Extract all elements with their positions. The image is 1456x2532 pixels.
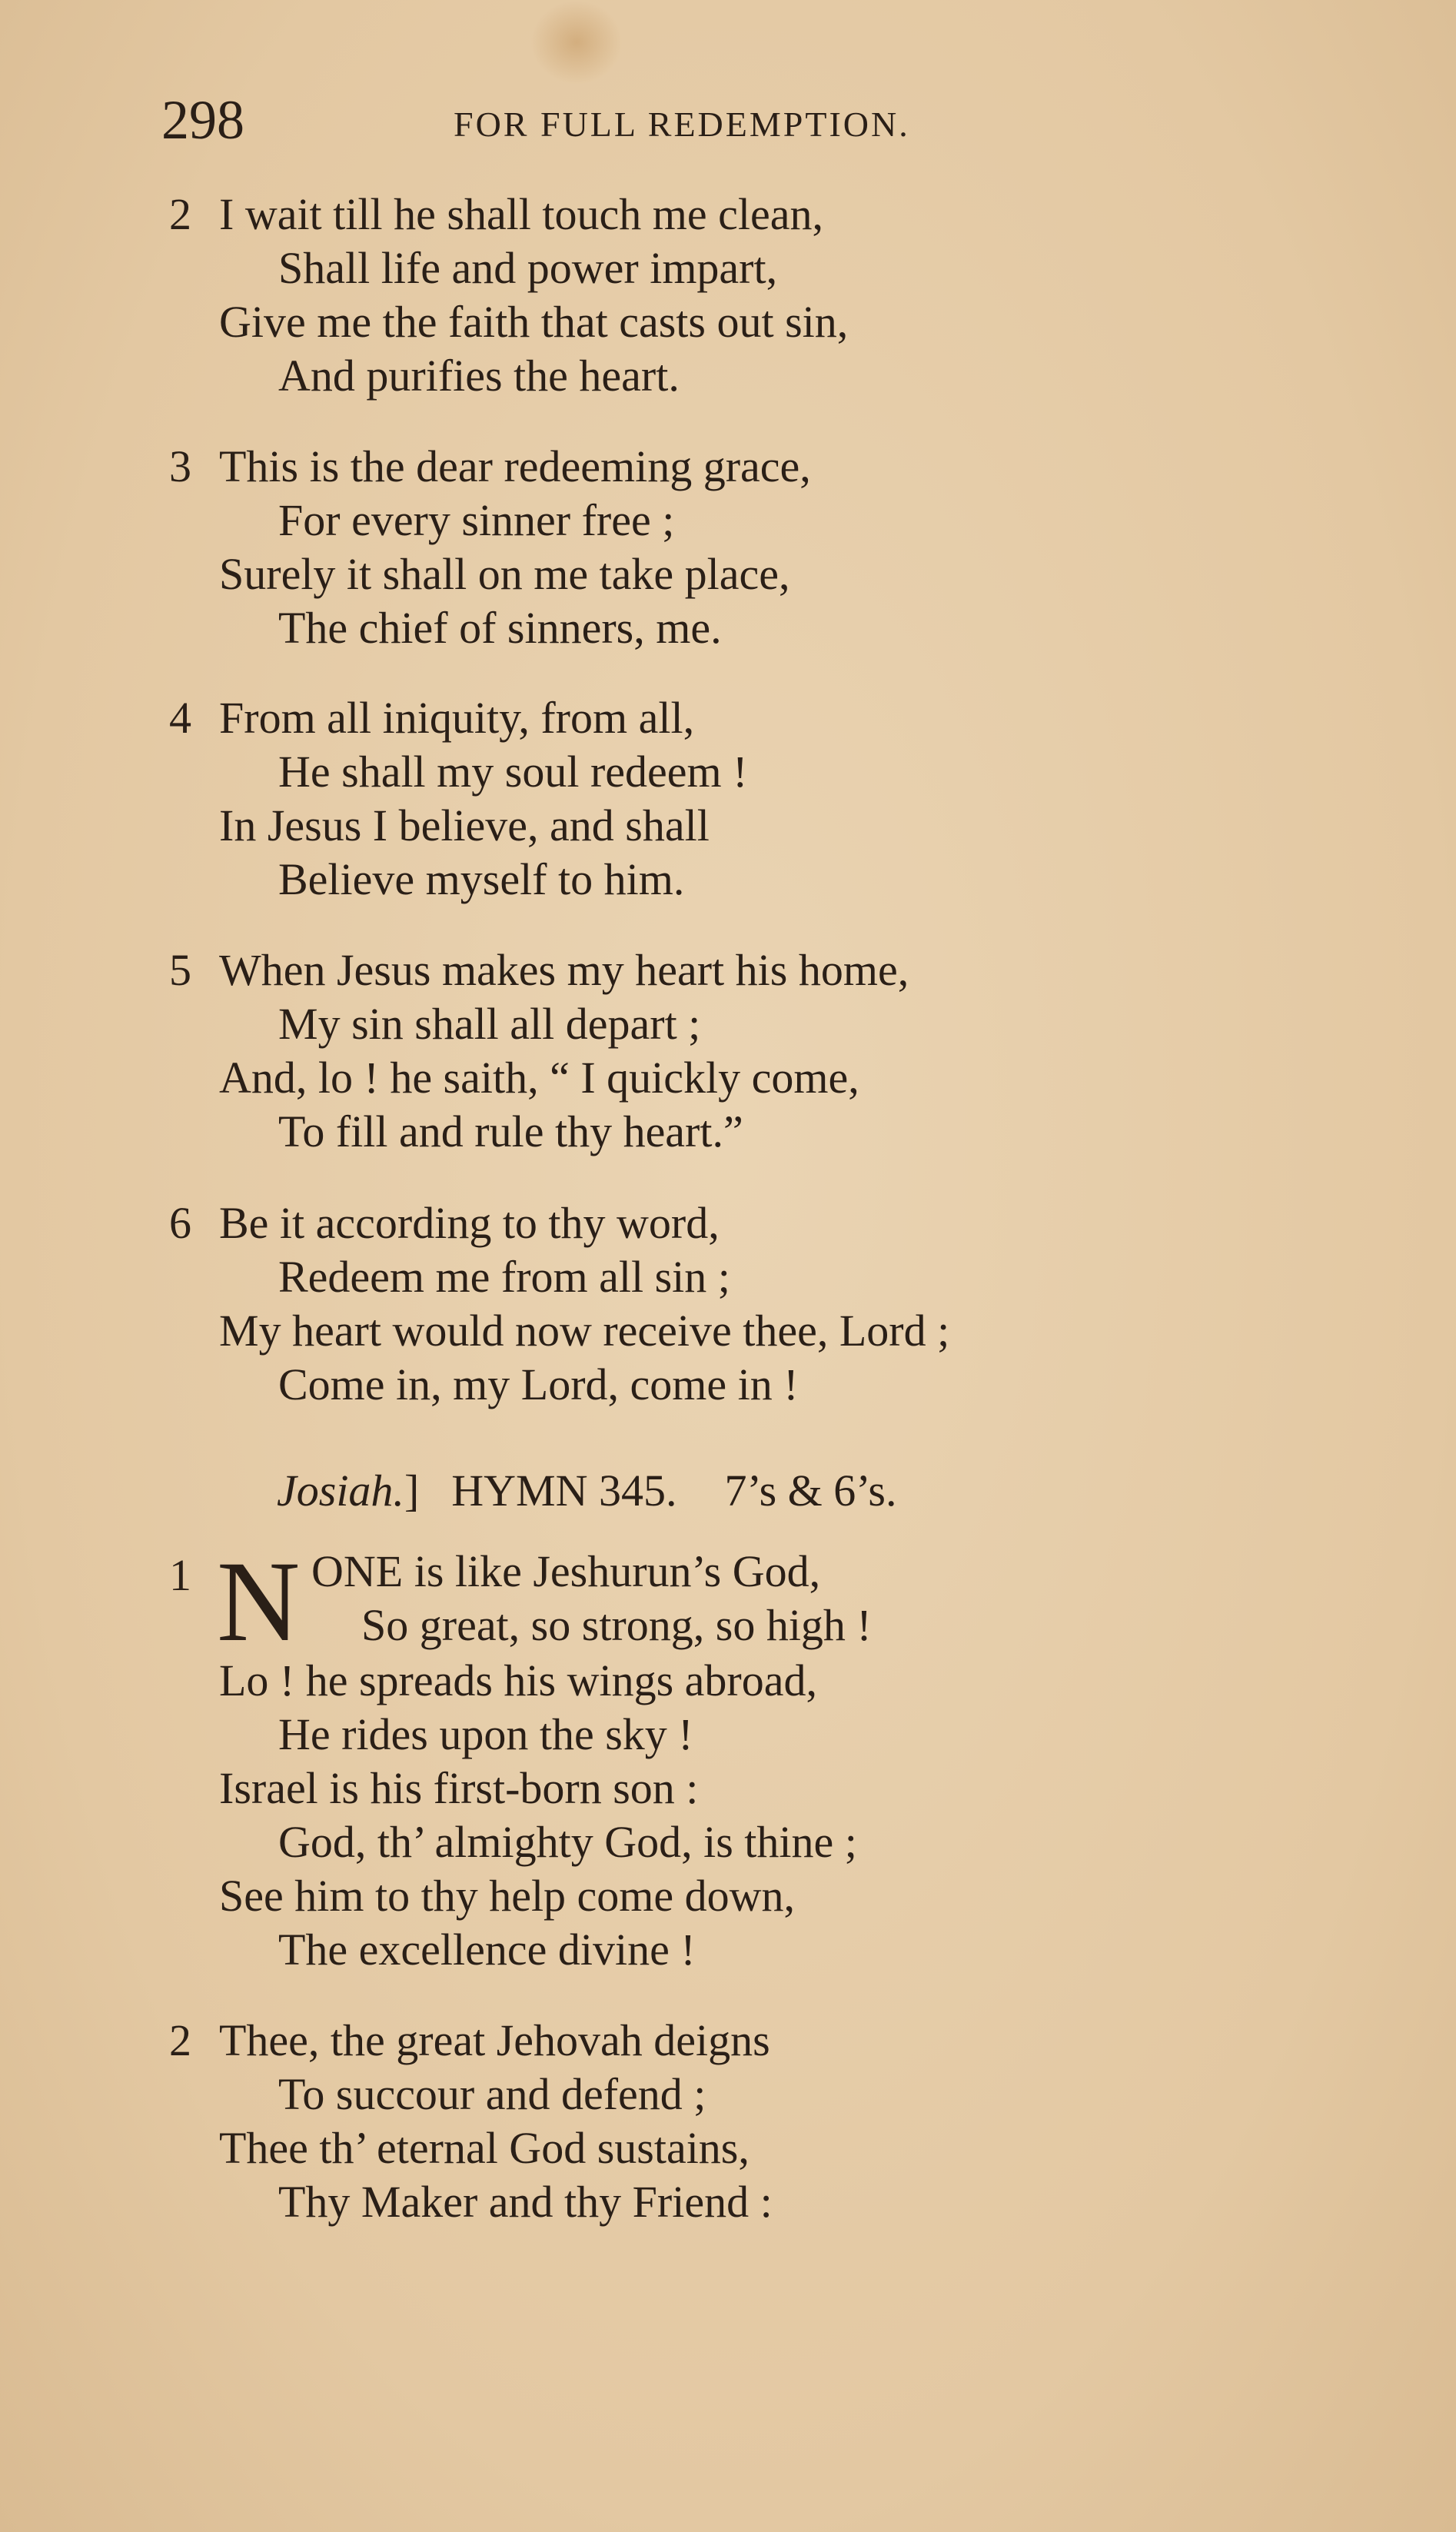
verse-line: He rides upon the sky ! <box>278 1709 693 1759</box>
verse-line: ONE is like Jeshurun’s God, <box>311 1546 821 1596</box>
verse-line: Thy Maker and thy Friend : <box>278 2177 773 2227</box>
paper-stain <box>530 0 623 85</box>
stanza-number: 2 <box>169 2015 191 2065</box>
verse-line: To succour and defend ; <box>278 2069 706 2119</box>
verse-line: And purifies the heart. <box>278 351 680 401</box>
stanza-number: 4 <box>169 693 191 743</box>
drop-cap: N <box>217 1538 301 1665</box>
verse-line: To fill and rule thy heart.” <box>278 1106 743 1156</box>
verse-line: And, lo ! he saith, “ I quickly come, <box>219 1053 859 1103</box>
verse-line: Thee, the great Jehovah deigns <box>219 2015 770 2065</box>
verse-line: Surely it shall on me take place, <box>219 549 790 599</box>
verse-line: I wait till he shall touch me clean, <box>219 189 823 239</box>
verse-line: Shall life and power impart, <box>278 243 778 293</box>
stanza-number: 1 <box>169 1550 191 1600</box>
verse-line: My heart would now receive thee, Lord ; <box>219 1306 950 1356</box>
verse-line: Lo ! he spreads his wings abroad, <box>219 1655 817 1705</box>
page-number: 298 <box>161 89 244 151</box>
verse-line: My sin shall all depart ; <box>278 999 701 1049</box>
verse-line: This is the dear redeeming grace, <box>219 441 811 491</box>
verse-line: God, th’ almighty God, is thine ; <box>278 1817 857 1867</box>
verse-line: He shall my soul redeem ! <box>278 747 748 797</box>
verse-line: Redeem me from all sin ; <box>278 1252 730 1302</box>
verse-line: For every sinner free ; <box>278 495 675 545</box>
stanza-number: 3 <box>169 441 191 491</box>
verse-line: See him to thy help come down, <box>219 1871 796 1921</box>
verse-line: The chief of sinners, me. <box>278 603 722 653</box>
hymn-header <box>277 1465 897 1516</box>
stanza-number: 6 <box>169 1198 191 1248</box>
verse-line: The excellence divine ! <box>278 1925 696 1975</box>
verse-line: Israel is his first-born son : <box>219 1763 699 1813</box>
tune-bracket: ] <box>404 1466 420 1516</box>
verse-line: Thee th’ eternal God sustains, <box>219 2123 750 2173</box>
verse-line: From all iniquity, from all, <box>219 693 695 743</box>
verse-line: In Jesus I believe, and shall <box>219 800 710 850</box>
verse-line: Give me the faith that casts out sin, <box>219 297 849 347</box>
stanza-number: 2 <box>169 189 191 239</box>
verse-line: So great, so strong, so high ! <box>361 1600 872 1650</box>
running-head: FOR FULL REDEMPTION. <box>454 105 910 144</box>
verse-line: Be it according to thy word, <box>219 1198 720 1248</box>
verse-line: Believe myself to him. <box>278 854 685 904</box>
stanza-number: 5 <box>169 945 191 995</box>
tune-name: Josiah. <box>277 1466 404 1516</box>
verse-line: Come in, my Lord, come in ! <box>278 1359 799 1409</box>
hymn-title: HYMN 345. <box>451 1466 677 1516</box>
page-header <box>161 88 1056 158</box>
verse-line: When Jesus makes my heart his home, <box>219 945 909 995</box>
hymn-meter: 7’s & 6’s. <box>724 1466 897 1516</box>
